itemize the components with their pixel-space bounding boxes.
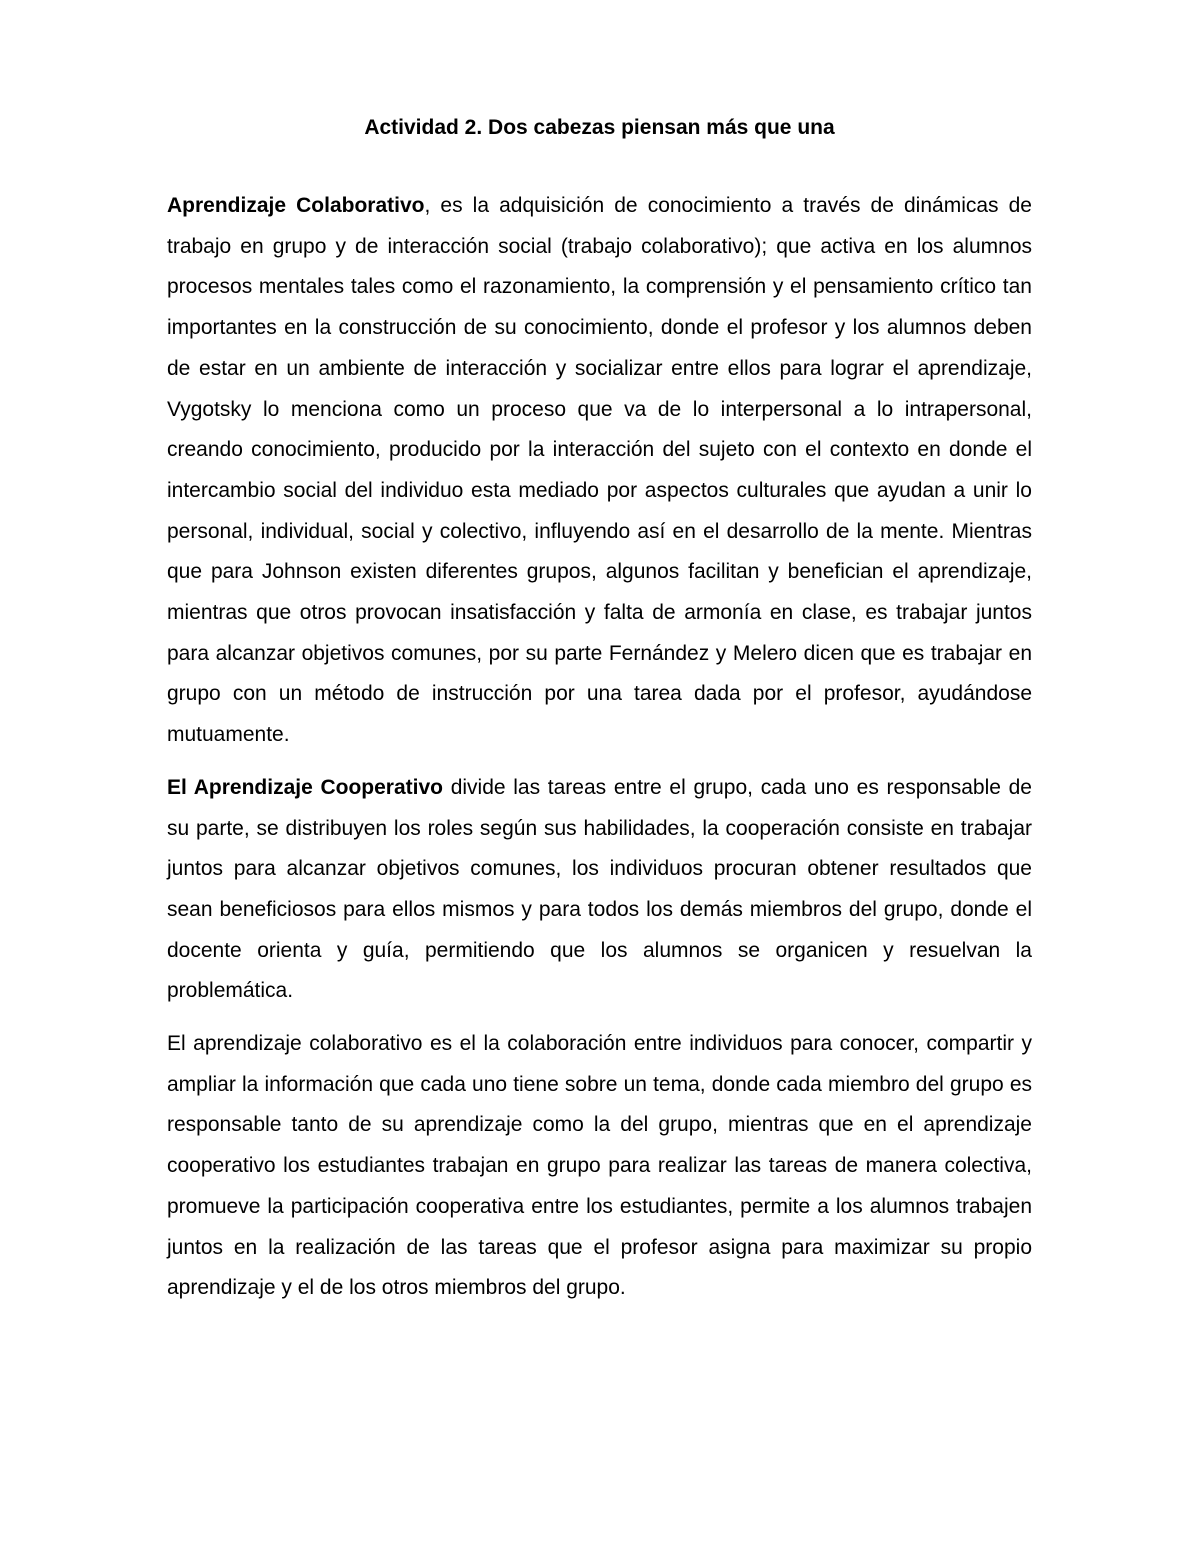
document-page — [167, 108, 1032, 1321]
paragraph-text-colaborativo: , es la adquisición de conocimiento a través de dinámicas de trabajo en grupo y de interacción social (trabajo colaborativo); que activa en los alumnos procesos mentales tales como el razonamiento, la comprensión y el pensamiento crítico tan importantes en la construcción de su conocimiento, donde el profesor y los alumnos deben de estar en un ambiente de interacción y socializar entre ellos para lograr el aprendizaje, Vygotsky lo menciona como un proceso que va de lo interpersonal a lo intrapersonal, creando conocimiento, producido por la interacción del sujeto con el contexto en donde el intercambio social del individuo esta mediado por aspectos culturales que ayudan a unir lo personal, individual, social y colectivo, influyendo así en el desarrollo de la mente. Mientras que para Johnson existen diferentes grupos, algunos facilitan y benefician el aprendizaje, mientras que otros provocan insatisfacción y falta de armonía en clase, es trabajar juntos para alcanzar objetivos comunes, por su parte Fernández y Melero dicen que es trabajar en grupo con un método de instrucción por una tarea dada por el profesor, ayudándose mutuamente. — [167, 194, 1032, 747]
paragraph-text-comparacion: El aprendizaje colaborativo es el la colaboración entre individuos para conocer, compartir y ampliar la información que cada uno tiene sobre un tema, donde cada miembro del grupo es responsable tanto de su aprendizaje como la del grupo, mientras que en el aprendizaje cooperativo los estudiantes trabajan en grupo para realizar las tareas de manera colectiva, promueve la participación cooperativa entre los estudiantes, permite a los alumnos trabajen juntos en la realización de las tareas que el profesor asigna para maximizar su propio aprendizaje y el de los otros miembros del grupo. — [167, 1032, 1032, 1300]
paragraph-aprendizaje-cooperativo — [167, 768, 1032, 1012]
paragraph-lead-colaborativo: Aprendizaje Colaborativo — [167, 194, 425, 217]
paragraph-comparacion — [167, 1024, 1032, 1309]
paragraph-aprendizaje-colaborativo — [167, 186, 1032, 756]
paragraph-lead-cooperativo: El Aprendizaje Cooperativo — [167, 775, 443, 799]
document-title: Actividad 2. Dos cabezas piensan más que una — [364, 116, 835, 139]
paragraph-text-cooperativo: divide las tareas entre el grupo, cada uno es responsable de su parte, se distribuyen los roles según sus habilidades, la cooperación consiste en trabajar juntos para alcanzar objetivos comunes, los individuos procuran obtener resultados que sean beneficiosos para ellos mismos y para todos los demás miembros del grupo, donde el docente orienta y guía, permitiendo que los alumnos se organicen y resuelvan la problemática. — [167, 775, 1032, 1003]
